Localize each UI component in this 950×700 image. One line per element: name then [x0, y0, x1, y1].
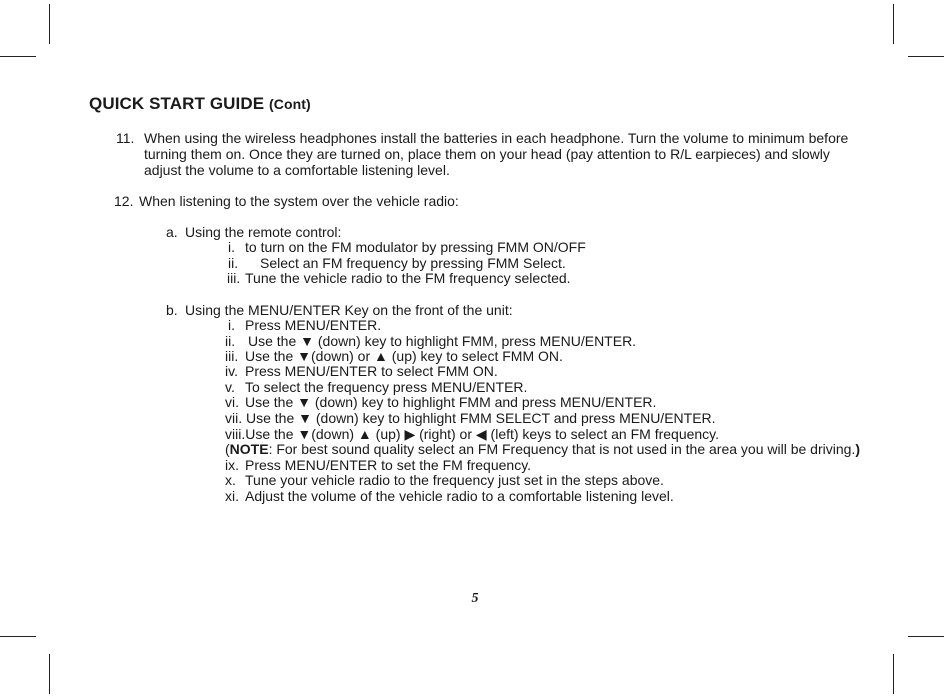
step-text: Press MENU/ENTER.	[245, 317, 382, 333]
step-b-i	[228, 317, 381, 333]
step-b-ii	[225, 333, 636, 349]
step-b-v	[225, 379, 527, 395]
step-number: i.	[228, 239, 235, 255]
step-number: ii.	[228, 255, 239, 271]
note-text: : For best sound quality select an FM Frequency that is not used in the area you will be driving.	[268, 441, 856, 457]
page-number: 5	[471, 591, 479, 606]
item-11-number: 11.	[116, 130, 135, 146]
crop-mark-bottom-right-horizontal	[908, 636, 944, 637]
crop-mark-top-right-vertical	[893, 4, 894, 44]
step-number: x.	[225, 472, 236, 488]
step-b-xi	[225, 488, 674, 504]
step-number: iii.	[227, 270, 241, 286]
step-text: Use the ▼ (down) key to highlight FMM and press MENU/ENTER.	[245, 394, 657, 410]
crop-mark-top-left-vertical	[49, 4, 50, 44]
item-11-line-2: turning them on. Once they are turned on, place them on your head (pay attention to R/L earpieces) and slowly	[144, 146, 830, 162]
note-line	[225, 441, 860, 457]
step-number: iii.	[225, 348, 239, 364]
step-number: vii.	[225, 410, 243, 426]
item-11-line-3: adjust the volume to a comfortable listening level.	[144, 162, 450, 178]
step-b-ix	[225, 457, 531, 473]
note-label: NOTE	[229, 441, 269, 457]
item-12-text: When listening to the system over the vehicle radio:	[139, 193, 459, 209]
step-text: Use the ▼(down) ▲ (up) ▶ (right) or ◀ (left) keys to select an FM frequency.	[245, 426, 720, 442]
step-number: xi.	[225, 488, 239, 504]
step-b-iv	[225, 363, 498, 379]
crop-mark-bottom-left-horizontal	[0, 636, 36, 637]
item-12-number: 12.	[114, 193, 134, 209]
step-text: Press MENU/ENTER to select FMM ON.	[245, 363, 498, 379]
step-number: viii.	[225, 426, 246, 442]
step-a-ii	[228, 255, 566, 271]
step-number: v.	[225, 379, 235, 395]
crop-mark-bottom-right-vertical	[893, 654, 894, 694]
step-text: Use the ▼ (down) key to highlight FMM SELECT and press MENU/ENTER.	[246, 410, 716, 426]
crop-mark-bottom-left-vertical	[49, 654, 50, 694]
step-text: Adjust the volume of the vehicle radio to a comfortable listening level.	[245, 488, 674, 504]
note-close-paren: )	[855, 441, 860, 457]
sub-a-text: Using the remote control:	[185, 224, 342, 240]
step-a-iii	[227, 270, 571, 286]
sub-a-label: a.	[166, 224, 178, 240]
step-text: Press MENU/ENTER to set the FM frequency.	[245, 457, 532, 473]
note-open-paren: (	[225, 441, 230, 457]
item-11-line-1: When using the wireless headphones install the batteries in each headphone. Turn the volume to minimum before	[144, 130, 849, 146]
step-text: Select an FM frequency by pressing FMM Select.	[260, 255, 566, 271]
step-text: to turn on the FM modulator by pressing FMM ON/OFF	[245, 239, 586, 255]
step-text: Tune your vehicle radio to the frequency just set in the steps above.	[245, 472, 664, 488]
step-text: To select the frequency press MENU/ENTER.	[245, 379, 528, 395]
step-number: ii.	[225, 333, 236, 349]
step-number: ix.	[225, 457, 239, 473]
step-b-iii	[225, 348, 563, 364]
step-b-viii	[225, 426, 719, 442]
sub-b-text: Using the MENU/ENTER Key on the front of the unit:	[185, 302, 513, 318]
step-number: i.	[228, 317, 235, 333]
step-text: Use the ▼(down) or ▲ (up) key to select FMM ON.	[245, 348, 563, 364]
step-number: vi.	[225, 394, 239, 410]
step-b-x	[225, 472, 664, 488]
title-text: QUICK START GUIDE	[89, 94, 265, 113]
step-text: Use the ▼ (down) key to highlight FMM, press MENU/ENTER.	[248, 333, 637, 349]
crop-mark-top-left-horizontal	[0, 56, 36, 57]
step-text: Tune the vehicle radio to the FM frequency selected.	[245, 270, 571, 286]
title-suffix: (Cont)	[269, 96, 311, 112]
step-number: iv.	[225, 363, 238, 379]
page-title	[89, 94, 311, 114]
step-b-vi	[225, 394, 656, 410]
crop-mark-top-right-horizontal	[908, 56, 944, 57]
step-a-i	[228, 239, 586, 255]
sub-b-label: b.	[166, 302, 178, 318]
step-b-vii	[225, 410, 716, 426]
